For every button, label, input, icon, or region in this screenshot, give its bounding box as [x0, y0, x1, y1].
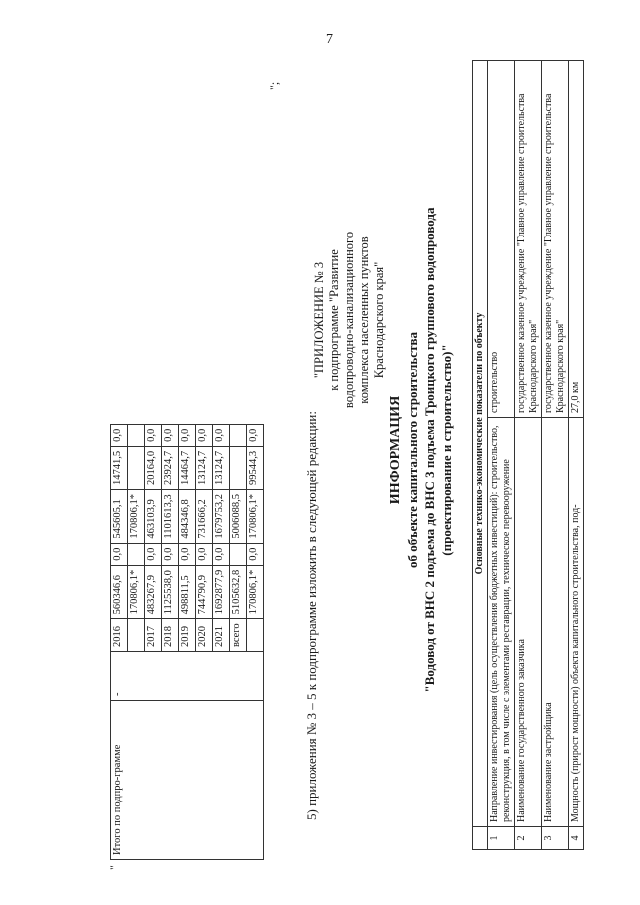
- indicator-name: Мощность (прирост мощности) объекта капитального строительства, под-: [569, 418, 584, 827]
- indicator-value: государственное казенное учреждение "Главное управление строительства Краснодарского края": [542, 61, 569, 418]
- federal-cell: 0,0: [196, 543, 213, 565]
- local-cell: 13124,7: [196, 446, 213, 489]
- year-cell: 2017: [145, 619, 162, 652]
- regional-cell: 5006088,5: [230, 489, 247, 543]
- federal-cell: 0,0: [111, 543, 128, 565]
- indicator-value: государственное казенное учреждение "Главное управление строительства Краснодарского края": [515, 61, 542, 418]
- federal-cell: [230, 543, 247, 565]
- other-cell: [230, 424, 247, 446]
- summary-table: [110, 424, 264, 860]
- header-line: об объекте капитального строительства: [405, 332, 420, 568]
- info-table: [472, 60, 584, 850]
- local-cell: 20164,0: [145, 446, 162, 489]
- local-cell: [128, 446, 145, 489]
- regional-cell: 731666,2: [196, 489, 213, 543]
- federal-cell: 0,0: [145, 543, 162, 565]
- amendment-paragraph: 5) приложения № 3 – 5 к подпрограмме изложить в следующей редакции:: [304, 411, 319, 820]
- other-cell: 0,0: [247, 424, 264, 446]
- federal-cell: 0,0: [213, 543, 230, 565]
- appendix-heading: [312, 170, 387, 470]
- document-header: [387, 60, 455, 840]
- other-cell: 0,0: [162, 424, 179, 446]
- row-number: 4: [569, 827, 584, 850]
- year-cell: [247, 619, 264, 652]
- federal-cell: 0,0: [247, 543, 264, 565]
- local-cell: 13124,7: [213, 446, 230, 489]
- regional-cell: 484346,8: [179, 489, 196, 543]
- total-cell: 170806,1*: [128, 565, 145, 619]
- summary-dash: -: [111, 652, 264, 701]
- regional-cell: 170806,1*: [247, 489, 264, 543]
- year-cell: 2020: [196, 619, 213, 652]
- indicator-name: Наименование государственного заказчика: [515, 418, 542, 827]
- appendix-line: Краснодарского края": [372, 261, 386, 379]
- year-cell: 2016: [111, 619, 128, 652]
- appendix-line: к подпрограмме "Развитие: [327, 249, 341, 391]
- year-cell: всего: [230, 619, 247, 652]
- appendix-line: комплекса населенных пунктов: [357, 236, 371, 404]
- regional-cell: 1679753,2: [213, 489, 230, 543]
- regional-cell: 545605,1: [111, 489, 128, 543]
- other-cell: 0,0: [111, 424, 128, 446]
- year-cell: 2021: [213, 619, 230, 652]
- indicator-name: Наименование застройщика: [542, 418, 569, 827]
- other-cell: 0,0: [179, 424, 196, 446]
- local-cell: 99544,3: [247, 446, 264, 489]
- year-cell: 2019: [179, 619, 196, 652]
- summary-label: Итого по подпро-грамме: [111, 701, 264, 860]
- info-table-heading: Основные технико-экономические показатели по объекту: [473, 61, 488, 827]
- federal-cell: 0,0: [162, 543, 179, 565]
- federal-cell: [128, 543, 145, 565]
- regional-cell: 463103,9: [145, 489, 162, 543]
- total-cell: 5105632,8: [230, 565, 247, 619]
- row-number: 2: [515, 827, 542, 850]
- closing-quote: ";: [267, 81, 281, 90]
- table-row: [488, 61, 515, 850]
- local-cell: 14741,5: [111, 446, 128, 489]
- table-row: [569, 61, 584, 850]
- table-row: [111, 424, 128, 859]
- header-line: "Водовод от ВНС 2 подъема до ВНС 3 подъема Троицкого группового водопровода: [422, 207, 437, 693]
- other-cell: 0,0: [213, 424, 230, 446]
- year-cell: 2018: [162, 619, 179, 652]
- federal-cell: 0,0: [179, 543, 196, 565]
- total-cell: 560346,6: [111, 565, 128, 619]
- total-cell: 483267,9: [145, 565, 162, 619]
- opening-quote: ": [107, 865, 121, 870]
- local-cell: 23924,7: [162, 446, 179, 489]
- local-cell: [230, 446, 247, 489]
- indicator-name: Направление инвестирования (цель осуществления бюджетных инвестиций): строительство, реконструкция, в том числе с элементами реставрации, техническое перевооружение: [488, 418, 515, 827]
- appendix-line: "ПРИЛОЖЕНИЕ № 3: [312, 261, 326, 379]
- table-row: [515, 61, 542, 850]
- total-cell: 170806,1*: [247, 565, 264, 619]
- indicator-value: 27,0 км: [569, 61, 584, 418]
- table-header-row: [473, 61, 488, 850]
- other-cell: 0,0: [196, 424, 213, 446]
- total-cell: 744790,9: [196, 565, 213, 619]
- other-cell: 0,0: [145, 424, 162, 446]
- total-cell: 498811,5: [179, 565, 196, 619]
- header-line: (проектирование и строительство)": [439, 344, 454, 556]
- other-cell: [128, 424, 145, 446]
- row-number: 3: [542, 827, 569, 850]
- rotated-page-content: [12, 20, 632, 880]
- regional-cell: 170806,1*: [128, 489, 145, 543]
- indicator-value: строительство: [488, 61, 515, 418]
- document-title: ИНФОРМАЦИЯ: [388, 395, 403, 505]
- total-cell: 1125538,0: [162, 565, 179, 619]
- total-cell: 1692877,9: [213, 565, 230, 619]
- table-row: [542, 61, 569, 850]
- blank-cell: [473, 827, 488, 850]
- local-cell: 14464,7: [179, 446, 196, 489]
- row-number: 1: [488, 827, 515, 850]
- appendix-line: водопроводно-канализационного: [342, 231, 356, 409]
- regional-cell: 1101613,3: [162, 489, 179, 543]
- page-number: 7: [326, 32, 333, 47]
- year-cell: [128, 619, 145, 652]
